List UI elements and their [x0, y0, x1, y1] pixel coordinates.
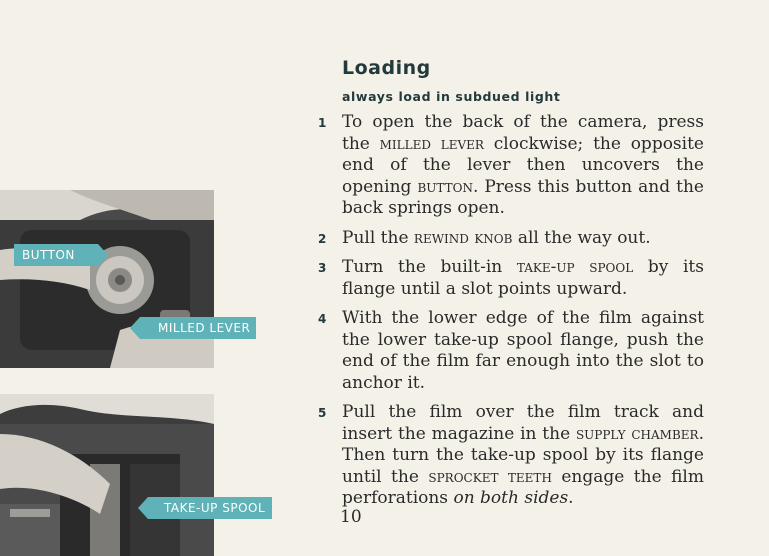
- page-heading: Loading: [342, 57, 431, 79]
- loading-steps: [318, 112, 704, 518]
- step-number: 2: [318, 231, 327, 246]
- term-rewind-knob: rewind knob: [413, 227, 513, 248]
- step-text: all the way out.: [512, 227, 651, 248]
- step-number: 4: [318, 312, 327, 326]
- step-5: [318, 402, 704, 510]
- step-number: 5: [318, 406, 327, 420]
- step-number: 3: [318, 261, 327, 275]
- step-text: .: [568, 488, 574, 508]
- step-text: Turn the built-in: [342, 257, 517, 277]
- term-take-up-spool: take-up spool: [516, 257, 634, 277]
- step-text: Pull the film over the film track and insert the magazine in the: [342, 402, 704, 444]
- term-button: button: [417, 176, 473, 197]
- step-text: engage the film perforations: [342, 466, 704, 508]
- emphasis-both-sides: on both sides: [453, 488, 569, 508]
- step-text: . Then turn the take-up spool by its flange until the: [342, 423, 704, 487]
- step-4: [318, 308, 704, 394]
- step-text: clockwise; the opposite end of the lever then uncovers the opening: [342, 133, 704, 197]
- step-2: [318, 228, 704, 250]
- milled-lever-callout: MILLED LEVER: [140, 317, 256, 339]
- term-supply-chamber: supply chamber: [575, 423, 699, 444]
- take-up-spool-photo: [0, 394, 214, 556]
- step-1: [318, 112, 704, 220]
- page-subheading: always load in subdued light: [342, 89, 561, 104]
- step-text: . Press this button and the back springs open.: [342, 176, 704, 218]
- step-3: [318, 257, 704, 300]
- step-text: With the lower edge of the film against the lower take-up spool flange, push the end of the film far enough into the slot to anchor it.: [342, 308, 704, 393]
- take-up-spool-callout: TAKE-UP SPOOL: [148, 497, 272, 519]
- step-number: 1: [318, 116, 327, 130]
- term-milled-lever: milled lever: [379, 133, 484, 154]
- term-sprocket-teeth: sprocket teeth: [428, 466, 552, 487]
- page-number: 10: [340, 507, 362, 527]
- step-text: Pull the: [342, 227, 414, 248]
- button-callout: BUTTON: [14, 244, 98, 266]
- camera-back-photo: [0, 190, 214, 368]
- step-text: by its flange until a slot points upward.: [342, 257, 704, 299]
- step-text: To open the back of the camera, press the: [342, 112, 704, 154]
